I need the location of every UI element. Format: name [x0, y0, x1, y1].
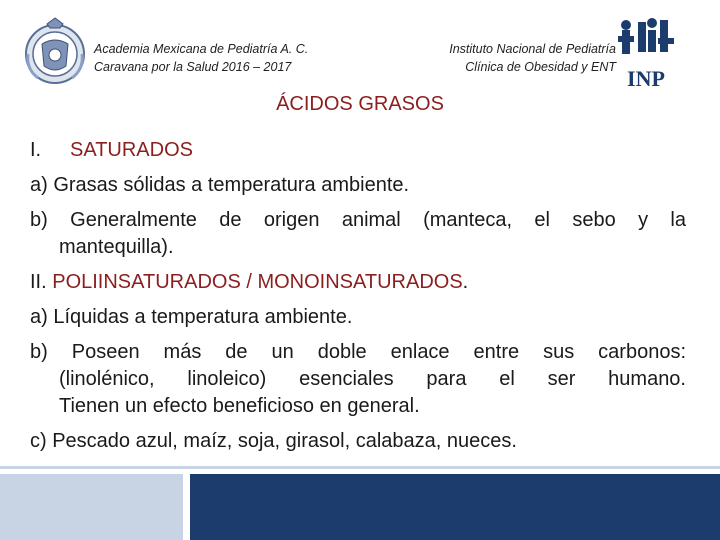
academy-seal-icon: [22, 14, 88, 88]
bullet-item-continued: (linolénico, linoleico) esenciales para el ser humano.: [59, 368, 686, 390]
bullet-item: c) Pescado azul, maíz, soja, girasol, calabaza, nueces.: [30, 430, 517, 452]
section-unsaturated-heading: [30, 269, 686, 296]
slide-content: [30, 137, 686, 455]
academy-name: Academia Mexicana de Pediatría A. C.: [94, 42, 309, 56]
section-number: I.: [30, 139, 42, 161]
section-title-period: .: [462, 271, 469, 293]
footer-divider: [0, 466, 720, 469]
inp-people-logo-icon: [618, 16, 674, 90]
section-title: SATURADOS: [70, 139, 193, 161]
bullet-item-continued: Tienen un efecto beneficioso en general.: [59, 395, 420, 417]
section-title: POLIINSATURADOS / MONOINSATURADOS: [52, 271, 463, 293]
bullet-item-continued: mantequilla).: [59, 236, 174, 258]
bullet-item: a) Grasas sólidas a temperatura ambiente.: [30, 174, 410, 196]
section-saturated-heading: [30, 137, 686, 164]
slide-title: ÁCIDOS GRASOS: [276, 93, 444, 115]
bullet-item: a) Líquidas a temperatura ambiente.: [30, 306, 353, 328]
footer-bar-light: [0, 474, 183, 540]
footer-bar-dark: [190, 474, 720, 540]
caravan-name: Caravana por la Salud 2016 – 2017: [94, 60, 292, 74]
header-right: [449, 40, 616, 76]
institute-name: Instituto Nacional de Pediatría: [449, 42, 616, 56]
header-left: [94, 40, 308, 76]
clinic-name: Clínica de Obesidad y ENT: [465, 60, 616, 74]
inp-logo-text: INP: [627, 66, 665, 90]
bullet-item: b) Poseen más de un doble enlace entre sus carbonos:: [30, 341, 686, 363]
section-number: II.: [30, 271, 53, 293]
bullet-item: b) Generalmente de origen animal (manteca, el sebo y la: [30, 209, 686, 231]
